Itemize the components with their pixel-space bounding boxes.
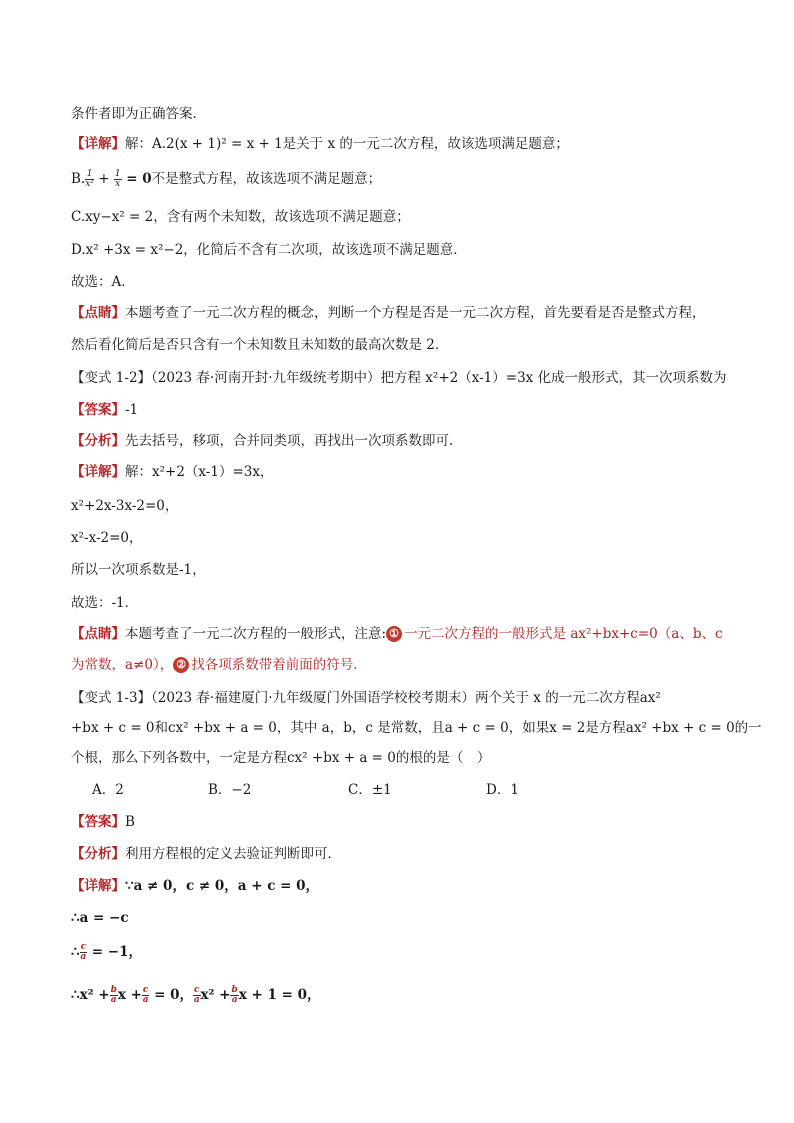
step-text: = −1， <box>87 944 142 960</box>
frac-den: a <box>231 995 238 1005</box>
step-text: = 0， <box>149 987 194 1003</box>
fraction-c-over-a <box>193 986 200 1005</box>
choice-b: B．−2 <box>208 782 252 798</box>
frac-den: a <box>142 995 149 1005</box>
variant-1-2-title: 【变式 1-2】（2023 春·河南开封·九年级统考期中）把方程 x²+2（x-1）=3x 化成一般形式，其一次项系数为 <box>71 370 727 386</box>
step-line: x²+2x-3x-2=0， <box>71 498 179 514</box>
point-line-2: 然后看化简后是否只含有一个未知数且未知数的最高次数是 2． <box>71 337 449 353</box>
conclusion-text: 故选：A． <box>71 274 135 290</box>
equals-zero: = 0 <box>121 171 152 187</box>
answer-line <box>71 812 135 832</box>
detail-line <box>71 876 319 896</box>
point-text: 本题考查了一元二次方程的概念，判断一个方程是否是一元二次方程，首先要看是否是整式方程， <box>125 305 706 321</box>
point-text-red: 为常数，a≠0）， <box>71 657 174 673</box>
frac-den: x <box>115 179 121 189</box>
detail-tag: 【详解】 <box>71 464 125 480</box>
answer-value: -1 <box>125 402 139 418</box>
choice-a: A．2 <box>92 782 124 798</box>
question-line: +bx + c = 0和cx² +bx + a = 0，其中 a，b，c 是常数，且a + c = 0，如果x = 2是方程ax² +bx + c = 0的一 <box>71 720 762 736</box>
step-line: ∴a = −c <box>71 910 129 926</box>
detail-text: ∵a ≠ 0，c ≠ 0，a + c = 0， <box>125 878 320 894</box>
frac-num: b <box>110 985 117 995</box>
frac-num: b <box>231 985 238 995</box>
option-b-label: B. <box>71 171 86 187</box>
choice-d: D．1 <box>486 782 519 798</box>
detail-line-a <box>71 134 569 154</box>
step-line <box>71 985 321 1005</box>
point-text: 本题考查了一元二次方程的一般形式，注意: <box>125 626 387 642</box>
choice-c: C．±1 <box>348 782 392 798</box>
answer-value: B <box>125 814 135 830</box>
step-line <box>71 942 142 962</box>
point-line-1 <box>71 303 706 323</box>
frac-num: c <box>80 942 87 952</box>
frac-den: a <box>110 995 117 1005</box>
detail-line-b: B. $\frac{1}{\text{x²}}$ + $\frac{1}{x}$ = 0不是整式方程，故该选项不满足题意； <box>71 169 382 189</box>
step-text: x + 1 = 0， <box>238 987 321 1003</box>
frac-num: 1 <box>114 169 121 179</box>
fraction-1-over-x2 <box>85 170 94 189</box>
option-a-text: 解：A.2(x + 1)² = x + 1是关于 x 的一元二次方程，故该选项满足题意； <box>125 136 569 152</box>
analysis-tag: 【分析】 <box>71 433 125 449</box>
answer-tag: 【答案】 <box>71 814 125 830</box>
analysis-line <box>71 844 341 864</box>
frac-num: 1 <box>86 169 93 179</box>
option-c-text: C.xy−x² = 2，含有两个未知数，故该选项不满足题意； <box>71 209 410 225</box>
option-b-text: 不是整式方程，故该选项不满足题意； <box>151 171 382 187</box>
answer-line <box>71 400 138 420</box>
step-line: x²-x-2=0， <box>71 530 143 546</box>
option-d-text: D.x² +3x = x²−2，化简后不含有二次项，故该选项不满足题意． <box>71 242 467 258</box>
text-line: 条件者即为正确答案． <box>71 106 206 122</box>
question-line: 个根，那么下列各数中，一定是方程cx² +bx + a = 0的根的是（ ） <box>71 750 491 766</box>
frac-den: a <box>193 995 200 1005</box>
therefore-symbol: ∴ <box>71 944 80 960</box>
fraction-b-over-a <box>230 986 238 1005</box>
analysis-text: 利用方程根的定义去验证判断即可． <box>125 846 341 862</box>
point-tag: 【点睛】 <box>71 626 125 642</box>
point-text-red: 一元二次方程的一般形式是 ax²+bx+c=0（a、b、c <box>404 626 723 642</box>
analysis-tag: 【分析】 <box>71 846 125 862</box>
point-line-2 <box>71 655 367 675</box>
fraction-1-over-x <box>114 170 122 189</box>
fraction-b-over-a <box>110 986 118 1005</box>
analysis-text: 先去括号，移项，合并同类项，再找出一次项系数即可． <box>125 433 463 449</box>
point-tag: 【点睛】 <box>71 305 125 321</box>
conclusion-text: 故选：-1． <box>71 595 139 611</box>
detail-tag: 【详解】 <box>71 878 125 894</box>
frac-num: c <box>194 985 200 995</box>
circled-two-icon: ② <box>173 657 189 673</box>
point-text-red: 找各项系数带着前面的符号． <box>191 657 367 673</box>
fraction-c-over-a <box>80 943 87 962</box>
step-text: ∴x² + <box>71 987 110 1003</box>
answer-tag: 【答案】 <box>71 402 125 418</box>
step-text: x² + <box>200 987 231 1003</box>
circled-one-icon: ① <box>386 626 402 642</box>
frac-num: c <box>142 985 149 995</box>
frac-den: x² <box>85 179 94 189</box>
variant-1-3-title: 【变式 1-3】（2023 春·福建厦门·九年级厦门外国语学校校考期末）两个关于 x 的一元二次方程ax² <box>71 690 661 706</box>
detail-text: 解：x²+2（x-1）=3x， <box>125 464 274 480</box>
step-line: 所以一次项系数是-1， <box>71 562 206 578</box>
point-line-1 <box>71 624 723 644</box>
detail-tag: 【详解】 <box>71 136 125 152</box>
frac-den: a <box>80 952 87 962</box>
detail-line <box>71 462 273 482</box>
analysis-line <box>71 431 463 451</box>
step-text: x + <box>117 987 142 1003</box>
